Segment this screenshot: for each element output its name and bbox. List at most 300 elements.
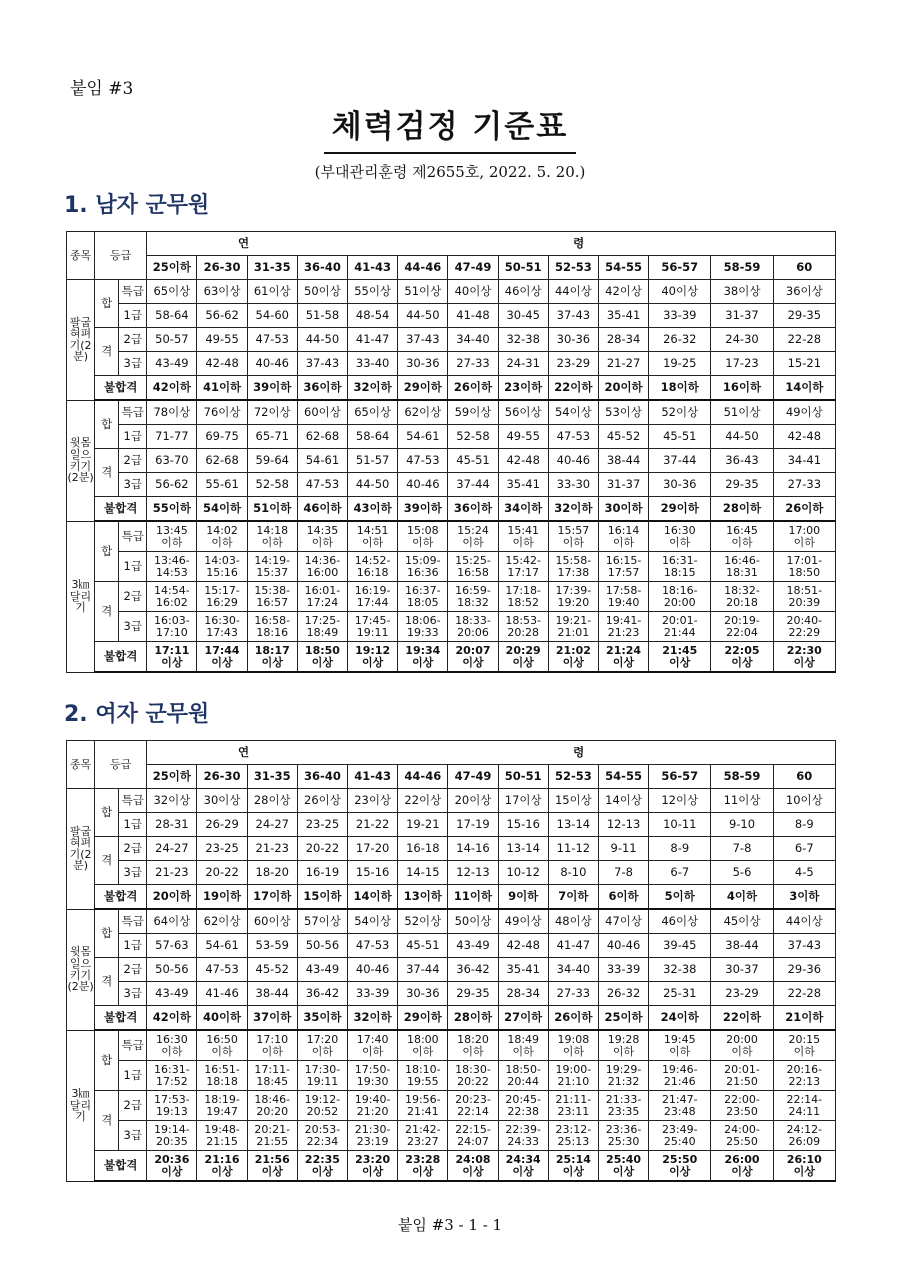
standard-cell	[197, 612, 247, 642]
fail-label: 불합격	[95, 885, 147, 910]
standard-cell: 30-36	[398, 982, 448, 1006]
age-group: 60	[773, 256, 835, 280]
standard-cell: 71-77	[147, 425, 197, 449]
standard-cell-line: 19:46-	[661, 1062, 698, 1076]
standard-cell: 28-34	[598, 328, 648, 352]
fail-cell-line: 22:35	[304, 1152, 340, 1166]
age-group: 31-35	[247, 256, 297, 280]
standard-cell: 30-37	[711, 958, 773, 982]
standard-cell: 50이상	[448, 909, 498, 934]
standard-cell: 27-33	[548, 982, 598, 1006]
standard-cell-line: 22:38	[507, 1104, 540, 1118]
fail-cell-line: 25:50	[662, 1152, 698, 1166]
standard-cell-line: 16:29	[206, 595, 238, 609]
standard-cell: 58-64	[348, 425, 398, 449]
standard-cell-line: 18:49	[507, 1032, 540, 1046]
fail-cell-line: 이상	[311, 1164, 334, 1178]
grade-row	[67, 958, 836, 982]
standard-cell	[548, 1030, 598, 1061]
grade-label: 2급	[119, 449, 147, 473]
standard-cell: 49-55	[197, 328, 247, 352]
standard-cell: 23이상	[348, 789, 398, 813]
fail-cell: 55이하	[147, 497, 197, 522]
standard-cell: 6-7	[649, 861, 711, 885]
standard-cell-line: 19:12-	[304, 1092, 341, 1106]
fail-cell: 24이하	[649, 1006, 711, 1031]
standard-cell-line: 이하	[793, 535, 815, 549]
standard-cell: 37-43	[398, 328, 448, 352]
fail-cell: 28이하	[711, 497, 773, 522]
pass-label-b: 격	[95, 837, 119, 885]
standard-cell: 12-13	[448, 861, 498, 885]
standard-cell-line: 21:50	[726, 1074, 758, 1088]
standard-cell-line: 이하	[412, 1044, 434, 1058]
standard-cell: 20-22	[197, 861, 247, 885]
standard-cell	[448, 612, 498, 642]
standard-cell-line: 19:13	[156, 1104, 188, 1118]
standard-cell	[297, 1030, 347, 1061]
standard-cell: 25-31	[649, 982, 711, 1006]
fail-cell-line: 19:34	[405, 643, 441, 657]
standard-cell	[649, 582, 711, 612]
standard-cell-line: 21:33-	[605, 1092, 642, 1106]
fail-row	[67, 376, 836, 401]
standard-cell: 45-52	[247, 958, 297, 982]
standard-cell-line: 18:06-	[404, 613, 441, 627]
standard-cell: 65-71	[247, 425, 297, 449]
fail-cell: 35이하	[297, 1006, 347, 1031]
standard-cell: 14-16	[448, 837, 498, 861]
fail-cell: 32이하	[348, 376, 398, 401]
standard-cell: 8-9	[773, 813, 835, 837]
standard-cell	[598, 1030, 648, 1061]
fail-cell-line: 21:02	[555, 643, 591, 657]
fail-cell	[147, 642, 197, 673]
standard-cell-line: 17:52	[156, 1074, 188, 1088]
fail-cell-line: 이상	[412, 655, 434, 669]
grade-label: 특급	[119, 521, 147, 552]
page-subtitle: (부대관리훈령 제2655호, 2022. 5. 20.)	[314, 163, 586, 181]
standard-cell: 8-9	[649, 837, 711, 861]
fail-cell: 51이하	[247, 497, 297, 522]
standard-cell-line: 20:19-	[724, 613, 760, 627]
standard-cell: 35-41	[498, 958, 548, 982]
standard-cell-line: 21:11-	[555, 1092, 592, 1106]
standard-cell: 63-70	[147, 449, 197, 473]
standard-cell: 15-16	[498, 813, 548, 837]
pass-label-b: 격	[95, 328, 119, 376]
fail-cell-line: 21:24	[606, 643, 642, 657]
standard-cell-line: 18:52	[507, 595, 540, 609]
fail-cell-line: 이상	[462, 655, 484, 669]
standard-cell: 57이상	[297, 909, 347, 934]
standard-cell-line: 21:20	[356, 1104, 389, 1118]
standard-cell: 52이상	[649, 400, 711, 425]
age-row	[67, 256, 836, 280]
standard-cell-line: 13:45	[156, 523, 188, 537]
standard-cell: 53-59	[247, 934, 297, 958]
standard-cell-line: 19:48-	[204, 1122, 240, 1136]
standard-cell: 14-15	[398, 861, 448, 885]
standard-cell: 35-41	[598, 304, 648, 328]
fail-cell: 29이하	[398, 376, 448, 401]
standard-cell-line: 25:13	[557, 1134, 590, 1148]
standard-cell: 37-44	[448, 473, 498, 497]
fail-cell-line: 이상	[562, 1164, 584, 1178]
fail-cell	[398, 1151, 448, 1182]
standard-cell-line: 23:49-	[661, 1122, 698, 1136]
standard-cell: 22-28	[773, 982, 835, 1006]
standard-cell-line: 18:46-	[254, 1092, 291, 1106]
grade-label: 1급	[119, 934, 147, 958]
fail-cell: 26이하	[448, 376, 498, 401]
grade-row	[67, 909, 836, 934]
grade-row	[67, 552, 836, 582]
fail-cell-line: 17:11	[154, 643, 190, 657]
standard-cell: 46이상	[498, 280, 548, 304]
fail-cell: 17이하	[247, 885, 297, 910]
standard-cell-line: 이하	[412, 535, 434, 549]
standard-cell	[498, 612, 548, 642]
standard-cell: 20이상	[448, 789, 498, 813]
fail-row	[67, 885, 836, 910]
grade-label: 2급	[119, 328, 147, 352]
standard-cell-line: 23:19	[356, 1134, 389, 1148]
standard-cell-line: 17:53-	[154, 1092, 190, 1106]
standard-cell: 47-53	[548, 425, 598, 449]
standard-cell	[548, 1121, 598, 1151]
standard-cell: 27-33	[773, 473, 835, 497]
standard-cell-line: 15:17-	[204, 583, 240, 597]
standard-cell-line: 18:10-	[404, 1062, 441, 1076]
header-event: 종목	[67, 232, 95, 280]
standard-cell	[548, 582, 598, 612]
standard-cell: 6-7	[773, 837, 835, 861]
standard-cell: 59-64	[247, 449, 297, 473]
fail-cell: 22이하	[548, 376, 598, 401]
standard-cell-line: 24:11	[788, 1104, 821, 1118]
grade-row	[67, 1061, 836, 1091]
standard-cell: 19-25	[649, 352, 711, 376]
standard-cell-line: 19:30	[356, 1074, 389, 1088]
standard-cell: 55이상	[348, 280, 398, 304]
fail-cell-line: 20:36	[154, 1152, 190, 1166]
standard-cell-line: 19:47	[206, 1104, 238, 1118]
standard-cell-line: 24:33	[507, 1134, 540, 1148]
standard-cell-line: 17:50-	[354, 1062, 391, 1076]
standard-cell: 4-5	[773, 861, 835, 885]
standard-cell-line: 21:42-	[404, 1122, 441, 1136]
standard-cell-line: 16:14	[607, 523, 640, 537]
fail-cell	[147, 1151, 197, 1182]
standard-cell-line: 17:38	[557, 565, 590, 579]
fail-cell: 29이하	[649, 497, 711, 522]
standard-cell-line: 21:30-	[354, 1122, 391, 1136]
standard-cell	[649, 612, 711, 642]
standard-cell-line: 14:19-	[254, 553, 291, 567]
standard-cell	[147, 582, 197, 612]
header-age: 연 령	[147, 232, 836, 256]
fail-cell	[773, 1151, 835, 1182]
standard-cell	[297, 1121, 347, 1151]
fail-cell	[448, 642, 498, 673]
fail-cell-line: 이상	[211, 1164, 233, 1178]
standard-cell	[348, 582, 398, 612]
standard-cell-line: 16:00	[306, 565, 339, 579]
standard-cell-line: 이하	[311, 535, 334, 549]
standard-cell: 62이상	[197, 909, 247, 934]
standard-cell	[649, 1061, 711, 1091]
fail-cell-line: 이상	[612, 655, 635, 669]
age-group: 52-53	[548, 765, 598, 789]
standard-cell-line: 22:00-	[724, 1092, 760, 1106]
standard-cell-line: 16:30-	[204, 613, 240, 627]
pass-label-a: 합	[95, 521, 119, 582]
standard-cell-line: 20:01-	[724, 1062, 760, 1076]
standard-cell: 21-22	[348, 813, 398, 837]
standard-cell	[773, 612, 835, 642]
fail-cell	[498, 1151, 548, 1182]
standard-cell: 17-20	[348, 837, 398, 861]
standard-cell-line: 이하	[261, 535, 283, 549]
standard-cell: 11-12	[548, 837, 598, 861]
standard-cell-line: 18:33-	[455, 613, 491, 627]
standard-cell-line: 16:36	[406, 565, 439, 579]
standard-cell: 60이상	[247, 909, 297, 934]
standard-cell	[598, 1091, 648, 1121]
standard-cell-line: 20:53-	[304, 1122, 341, 1136]
standard-cell: 13-14	[498, 837, 548, 861]
fail-label: 불합격	[95, 376, 147, 401]
standard-cell	[498, 521, 548, 552]
standard-cell-line: 18:18	[206, 1074, 238, 1088]
header-row	[67, 741, 836, 765]
standard-cell-line: 16:01-	[304, 583, 341, 597]
fail-cell	[348, 1151, 398, 1182]
grade-row	[67, 837, 836, 861]
standard-cell: 26-32	[649, 328, 711, 352]
standard-cell	[598, 612, 648, 642]
fail-cell: 22이하	[711, 1006, 773, 1031]
grade-label: 2급	[119, 958, 147, 982]
standard-cell: 45-51	[649, 425, 711, 449]
standard-cell-line: 14:18	[256, 523, 289, 537]
standard-cell	[498, 1061, 548, 1091]
standard-cell	[711, 1091, 773, 1121]
standard-cell-line: 이하	[211, 535, 233, 549]
standard-cell-line: 25:40	[663, 1134, 696, 1148]
standard-cell: 47-53	[398, 449, 448, 473]
standard-cell	[711, 521, 773, 552]
standard-cell: 62-68	[297, 425, 347, 449]
fail-cell-line: 25:14	[555, 1152, 591, 1166]
standard-cell	[398, 612, 448, 642]
fail-cell: 28이하	[448, 1006, 498, 1031]
page-footer: 붙임 #3 - 1 - 1	[397, 1216, 503, 1234]
standard-cell-line: 23:48	[663, 1104, 696, 1118]
standard-cell-line: 17:00	[788, 523, 821, 537]
fail-cell	[398, 642, 448, 673]
standard-cell-line: 이하	[261, 1044, 283, 1058]
standard-cell: 9-10	[711, 813, 773, 837]
standard-cell-line: 21:44	[663, 625, 696, 639]
standard-cell: 36-43	[711, 449, 773, 473]
standard-cell: 48-54	[348, 304, 398, 328]
standard-cell	[448, 1061, 498, 1091]
fail-label: 불합격	[95, 1006, 147, 1031]
standard-cell-line: 20:15	[788, 1032, 821, 1046]
standard-cell-line: 19:00-	[555, 1062, 592, 1076]
standard-cell-line: 20:16-	[786, 1062, 823, 1076]
standard-cell: 56-62	[147, 473, 197, 497]
standard-cell	[147, 1061, 197, 1091]
standard-cell: 37-43	[548, 304, 598, 328]
standard-cell: 17-23	[711, 352, 773, 376]
fail-cell: 11이하	[448, 885, 498, 910]
fail-cell-line: 23:28	[405, 1152, 441, 1166]
fail-cell: 32이하	[348, 1006, 398, 1031]
standard-cell: 40-46	[598, 934, 648, 958]
fail-cell	[297, 1151, 347, 1182]
standard-cell: 14이상	[598, 789, 648, 813]
fail-cell: 29이하	[398, 1006, 448, 1031]
standard-cell	[147, 612, 197, 642]
fail-cell: 23이하	[498, 376, 548, 401]
standard-cell-line: 18:32	[457, 595, 489, 609]
fail-cell-line: 이상	[361, 655, 384, 669]
female-standards-table	[66, 740, 836, 1182]
standard-cell: 50-56	[147, 958, 197, 982]
standard-cell-line: 20:45-	[505, 1092, 542, 1106]
standard-cell	[348, 552, 398, 582]
grade-row	[67, 612, 836, 642]
standard-cell-line: 17:25-	[304, 613, 341, 627]
fail-cell-line: 이상	[669, 655, 691, 669]
age-group: 44-46	[398, 256, 448, 280]
fail-cell: 16이하	[711, 376, 773, 401]
standard-cell: 47-53	[247, 328, 297, 352]
standard-cell-line: 19:56-	[404, 1092, 441, 1106]
standard-cell-line: 17:11-	[254, 1062, 291, 1076]
standard-cell-line: 이하	[731, 535, 753, 549]
standard-cell: 54-60	[247, 304, 297, 328]
standard-cell-line: 16:59-	[455, 583, 491, 597]
standard-cell	[147, 1091, 197, 1121]
standard-cell-line: 16:57	[256, 595, 289, 609]
standard-cell	[398, 552, 448, 582]
standard-cell-line: 23:36-	[605, 1122, 642, 1136]
standard-cell: 24-27	[247, 813, 297, 837]
standard-cell: 30-36	[649, 473, 711, 497]
standard-cell	[548, 1091, 598, 1121]
standard-cell-line: 18:51-	[786, 583, 823, 597]
standard-cell-line: 16:30	[663, 523, 696, 537]
standard-cell-line: 이하	[612, 535, 635, 549]
standard-cell: 24-31	[498, 352, 548, 376]
standard-cell-line: 이하	[361, 1044, 384, 1058]
grade-row	[67, 328, 836, 352]
standard-cell	[498, 582, 548, 612]
fail-cell: 42이하	[147, 376, 197, 401]
standard-cell-line: 21:55	[256, 1134, 289, 1148]
fail-cell	[247, 642, 297, 673]
standard-cell-line: 14:53	[156, 565, 188, 579]
standard-cell	[348, 521, 398, 552]
standard-cell: 53이상	[598, 400, 648, 425]
standard-cell: 32이상	[147, 789, 197, 813]
standard-cell: 33-30	[548, 473, 598, 497]
standard-cell: 42-48	[498, 934, 548, 958]
fail-cell-line: 이상	[261, 655, 283, 669]
standard-cell	[247, 1030, 297, 1061]
standard-cell-line: 22:15-	[455, 1122, 491, 1136]
fail-cell-line: 20:07	[455, 643, 491, 657]
standard-cell: 24-27	[147, 837, 197, 861]
pass-label-a: 합	[95, 400, 119, 449]
fail-cell	[711, 1151, 773, 1182]
grade-row	[67, 813, 836, 837]
standard-cell-line: 20:23-	[455, 1092, 491, 1106]
standard-cell: 43-49	[297, 958, 347, 982]
grade-label: 3급	[119, 612, 147, 642]
grade-row	[67, 1091, 836, 1121]
fail-row	[67, 497, 836, 522]
grade-row	[67, 582, 836, 612]
standard-cell: 40이상	[448, 280, 498, 304]
standard-cell-line: 14:51	[356, 523, 389, 537]
standard-cell	[197, 1091, 247, 1121]
age-group: 25이하	[147, 765, 197, 789]
fail-cell	[247, 1151, 297, 1182]
standard-cell: 36이상	[773, 280, 835, 304]
standard-cell: 43-49	[448, 934, 498, 958]
fail-label: 불합격	[95, 1151, 147, 1182]
fail-cell-line: 20:29	[505, 643, 541, 657]
standard-cell-line: 15:08	[406, 523, 439, 537]
standard-cell: 46이상	[649, 909, 711, 934]
standard-cell: 58-64	[147, 304, 197, 328]
standard-cell-line: 23:27	[406, 1134, 439, 1148]
event-name: 윗몸일으키기(2분)	[67, 400, 95, 521]
standard-cell: 51이상	[711, 400, 773, 425]
standard-cell: 21-23	[147, 861, 197, 885]
standard-cell: 17이상	[498, 789, 548, 813]
standard-cell-line: 19:40-	[354, 1092, 391, 1106]
fail-cell	[348, 642, 398, 673]
standard-cell-line: 이하	[562, 535, 584, 549]
standard-cell-line: 16:45	[726, 523, 758, 537]
standard-cell-line: 25:50	[726, 1134, 758, 1148]
standard-cell-line: 이하	[793, 1044, 815, 1058]
fail-cell-line: 17:44	[204, 643, 240, 657]
standard-cell-line: 20:00	[663, 595, 696, 609]
standard-cell-line: 21:32	[607, 1074, 640, 1088]
header-grade: 등급	[95, 232, 147, 280]
standard-cell: 29-35	[773, 304, 835, 328]
standard-cell: 49이상	[773, 400, 835, 425]
standard-cell	[398, 521, 448, 552]
standard-cell: 76이상	[197, 400, 247, 425]
attachment-label: 붙임 #3	[70, 79, 134, 99]
standard-cell	[448, 552, 498, 582]
fail-cell: 5이하	[649, 885, 711, 910]
fail-cell: 13이하	[398, 885, 448, 910]
standard-cell-line: 19:55	[406, 1074, 439, 1088]
standard-cell-line: 18:16-	[661, 583, 698, 597]
standard-cell: 30이상	[197, 789, 247, 813]
standard-cell-line: 18:45	[256, 1074, 289, 1088]
fail-cell: 32이하	[548, 497, 598, 522]
